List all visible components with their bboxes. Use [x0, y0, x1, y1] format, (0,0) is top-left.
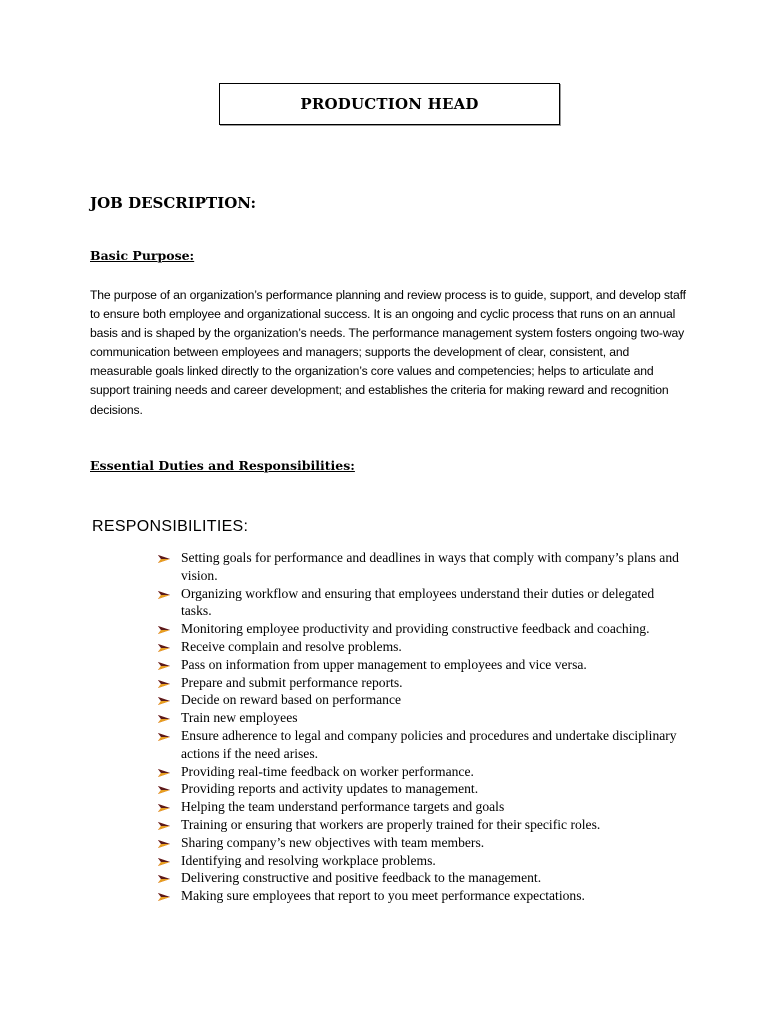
list-item — [157, 727, 687, 763]
list-item — [157, 620, 687, 638]
list-item-text: Monitoring employee productivity and providing constructive feedback and coaching. — [181, 621, 650, 637]
list-item-text: Identifying and resolving workplace problems. — [181, 852, 436, 868]
list-item — [157, 585, 687, 621]
list-item-text: Making sure employees that report to you meet performance expectations. — [181, 888, 585, 904]
arrow-bullet-icon — [157, 766, 171, 778]
list-item-text: Ensure adherence to legal and company policies and procedures and undertake disciplinary actions if the need arises. — [181, 727, 677, 761]
job-description-heading: JOB DESCRIPTION: — [90, 194, 256, 212]
arrow-bullet-icon — [157, 712, 171, 724]
basic-purpose-paragraph: The purpose of an organization’s performance planning and review process is to guide, support, and develop staff to ensure both employee and organizational success. It is an ongoing and cyclic process that runs on an annual basis and is shaped by the organization’s needs. The performance management system fosters ongoing two-way communication between employees and managers; supports the development of clear, consistent, and measurable goals linked directly to the organization’s core values and competencies; helps to articulate and support training needs and career development; and establishes the criteria for making reward and recognition decisions. — [90, 288, 686, 417]
arrow-bullet-icon — [157, 677, 171, 689]
essential-duties-heading: Essential Duties and Responsibilities: — [90, 458, 355, 473]
page-title: PRODUCTION HEAD — [219, 83, 560, 125]
list-item-text: Providing real-time feedback on worker performance. — [181, 763, 474, 779]
arrow-bullet-icon — [157, 837, 171, 849]
list-item-text: Pass on information from upper management to employees and vice versa. — [181, 656, 587, 672]
list-item-text: Prepare and submit performance reports. — [181, 674, 403, 690]
arrow-bullet-icon — [157, 659, 171, 671]
list-item — [157, 638, 687, 656]
list-item-text: Delivering constructive and positive feedback to the management. — [181, 870, 542, 886]
list-item — [157, 549, 687, 585]
arrow-bullet-icon — [157, 783, 171, 795]
list-item-text: Decide on reward based on performance — [181, 692, 402, 708]
arrow-bullet-icon — [157, 694, 171, 706]
arrow-bullet-icon — [157, 552, 171, 564]
list-item — [157, 709, 687, 727]
list-item-text: Receive complain and resolve problems. — [181, 638, 402, 654]
basic-purpose-heading: Basic Purpose: — [90, 248, 195, 263]
arrow-bullet-icon — [157, 801, 171, 813]
list-item — [157, 887, 687, 905]
list-item — [157, 674, 687, 692]
arrow-bullet-icon — [157, 623, 171, 635]
arrow-bullet-icon — [157, 730, 171, 742]
list-item — [157, 780, 687, 798]
arrow-bullet-icon — [157, 872, 171, 884]
list-item-text: Setting goals for performance and deadlines in ways that comply with company’s plans and vision. — [181, 550, 679, 583]
list-item — [157, 656, 687, 674]
list-item-text: Sharing company’s new objectives with team members. — [181, 834, 485, 850]
list-item — [157, 852, 687, 870]
arrow-bullet-icon — [157, 819, 171, 831]
list-item — [157, 816, 687, 834]
arrow-bullet-icon — [157, 588, 171, 600]
list-item — [157, 798, 687, 816]
list-item-text: Organizing workflow and ensuring that employees understand their duties or delegated tasks. — [181, 585, 655, 619]
list-item-text: Providing reports and activity updates to management. — [181, 781, 479, 797]
list-item — [157, 763, 687, 781]
list-item-text: Helping the team understand performance targets and goals — [181, 799, 505, 815]
arrow-bullet-icon — [157, 855, 171, 867]
arrow-bullet-icon — [157, 641, 171, 653]
list-item-text: Train new employees — [181, 710, 298, 726]
list-item — [157, 869, 687, 887]
arrow-bullet-icon — [157, 890, 171, 902]
list-item-text: Training or ensuring that workers are properly trained for their specific roles. — [181, 816, 601, 832]
list-item — [157, 834, 687, 852]
responsibilities-heading: RESPONSIBILITIES: — [92, 518, 249, 535]
list-item — [157, 691, 687, 709]
responsibilities-list — [157, 549, 687, 905]
